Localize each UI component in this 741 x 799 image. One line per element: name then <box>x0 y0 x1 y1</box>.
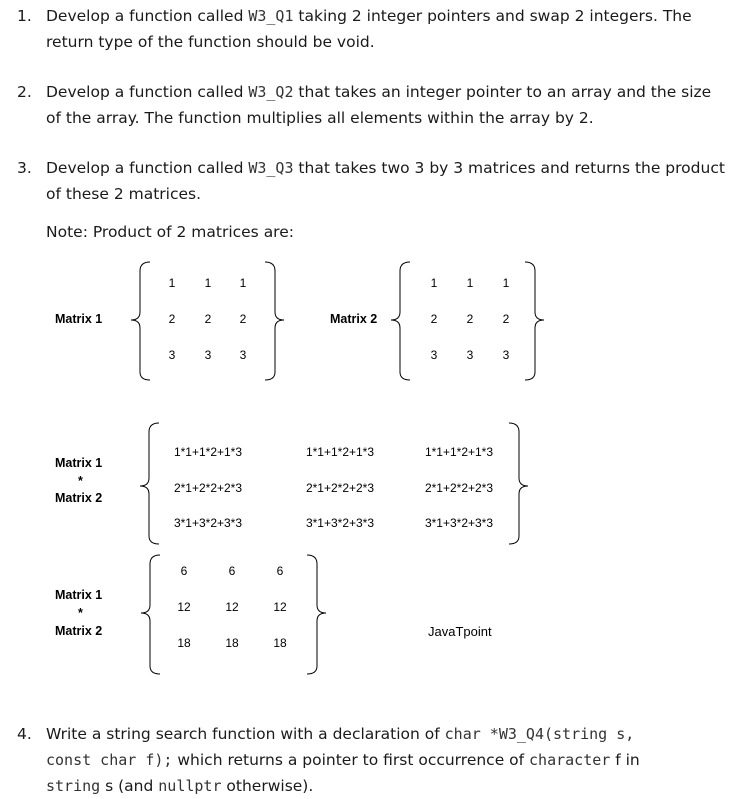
matrix-cell: 2*1+2*2+2*3 <box>173 481 243 495</box>
matrix-cell: 2 <box>168 312 176 326</box>
matrix-cell: 3 <box>168 348 176 362</box>
matrix-cell: 2 <box>430 312 438 326</box>
question-number: 3. <box>17 159 32 177</box>
question-number: 4. <box>17 725 32 743</box>
matrix1-label: Matrix 1 <box>55 312 103 326</box>
matrix-cell: 18 <box>225 636 239 650</box>
matrix-cell: 2 <box>239 312 247 326</box>
matrix-cell: 1*1+1*2+1*3 <box>173 445 243 459</box>
result-left-brace <box>141 555 160 674</box>
question-text-line1: Write a string search function with a declaration of char *W3_Q4(string s, <box>46 725 635 743</box>
matrix-figure: Matrix 1 1 1 1 2 2 2 3 3 3 Matrix 2 1 1 1 2 2 2 3 3 3 Matrix 1 * Matrix 2 1*1+1*2+1*3 1*1+1*2+1*3 1*1+1*2+1*3 2*1+2*2+2*3 2*1+2*2+2*3 2*1+2*2+2*3 3*1+3*2+3*3 3*1+3*2+3*3 3*1+3*2+3*3 Matrix 1 * Matrix 2 6 6 6 12 12 12 18 18 18 JavaTpoint <box>0 0 741 799</box>
function-name: W3_Q2 <box>248 83 294 101</box>
matrix-cell: 1 <box>466 276 474 290</box>
matrix-cell: 3 <box>204 348 212 362</box>
matrix-cell: 6 <box>180 564 188 578</box>
matrix-cell: 1*1+1*2+1*3 <box>424 445 494 459</box>
question-number: 1. <box>17 7 32 25</box>
matrix-cell: 3*1+3*2+3*3 <box>424 516 494 530</box>
expr-left-brace <box>140 423 159 544</box>
question-text-line2: return type of the function should be void. <box>46 33 375 51</box>
matrix2-right-brace <box>525 262 544 380</box>
expr-right-brace <box>509 423 528 544</box>
watermark: JavaTpoint <box>428 624 492 639</box>
matrix-cell: 1 <box>430 276 438 290</box>
function-declaration: char *W3_Q4(string s, <box>444 725 635 743</box>
matrix-cell: 3 <box>502 348 510 362</box>
matrix-cell: 12 <box>225 600 239 614</box>
matrix-cell: 18 <box>273 636 287 650</box>
question-text-line1: Develop a function called W3_Q1 taking 2 integer pointers and swap 2 integers. The <box>46 7 692 25</box>
matrix-cell: 2 <box>502 312 510 326</box>
matrix-cell: 3*1+3*2+3*3 <box>173 516 243 530</box>
function-name: W3_Q1 <box>248 7 294 25</box>
matrix-cell: 1*1+1*2+1*3 <box>305 445 375 459</box>
matrix-cell: 6 <box>276 564 284 578</box>
matrix-cell: 1 <box>502 276 510 290</box>
question-number: 2. <box>17 83 32 101</box>
matrix-cell: 12 <box>273 600 287 614</box>
matrix-cell: 12 <box>177 600 191 614</box>
matrix-cell: 2 <box>466 312 474 326</box>
question-text-line2: const char f); which returns a pointer to first occurrence of character f in <box>46 751 640 769</box>
question-text-line1: Develop a function called W3_Q3 that takes two 3 by 3 matrices and returns the product <box>46 159 725 177</box>
note-text: Note: Product of 2 matrices are: <box>46 223 294 241</box>
matrix-cell: 1 <box>239 276 247 290</box>
matrix1-right-brace <box>265 262 284 380</box>
function-name: W3_Q3 <box>248 159 294 177</box>
matrix1-left-brace <box>131 262 150 380</box>
matrix-cell: 2 <box>204 312 212 326</box>
question-text-line1: Develop a function called W3_Q2 that takes an integer pointer to an array and the size <box>46 83 712 101</box>
matrix-cell: 2*1+2*2+2*3 <box>305 481 375 495</box>
matrix-cell: 18 <box>177 636 191 650</box>
matrix2-left-brace <box>391 262 410 380</box>
multiply-symbol: * <box>78 606 83 620</box>
matrix-cell: 1 <box>168 276 176 290</box>
multiply-symbol: * <box>78 474 83 488</box>
matrix-cell: 3 <box>430 348 438 362</box>
matrix-cell: 3*1+3*2+3*3 <box>305 516 375 530</box>
question-text-line2: of these 2 matrices. <box>46 185 202 203</box>
matrix-cell: 3 <box>239 348 247 362</box>
matrix-cell: 1 <box>204 276 212 290</box>
question-text-line2: of the array. The function multiplies all elements within the array by 2. <box>46 109 594 127</box>
matrix2-label: Matrix 2 <box>330 312 378 326</box>
question-text-line3: string s (and nullptr otherwise). <box>46 777 314 795</box>
result-right-brace <box>307 555 326 674</box>
matrix-cell: 6 <box>228 564 236 578</box>
matrix-cell: 2*1+2*2+2*3 <box>424 481 494 495</box>
matrix-cell: 3 <box>466 348 474 362</box>
